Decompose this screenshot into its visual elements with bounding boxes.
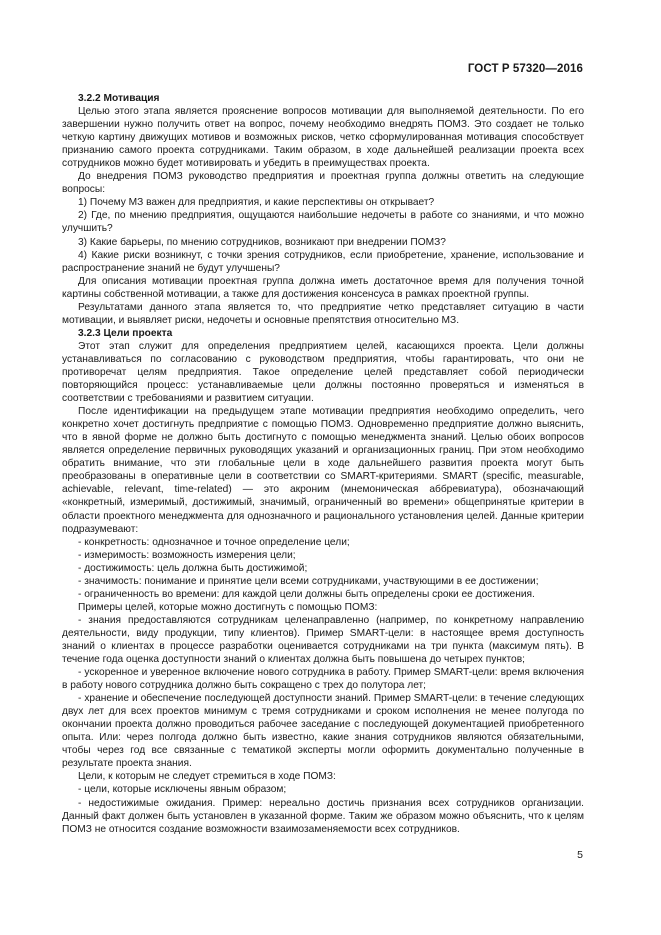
paragraph: До внедрения ПОМЗ руководство предприятия и проектная группа должны ответить на следующие вопросы: [62,171,584,196]
question-item: 3) Какие барьеры, по мнению сотрудников, возникают при внедрении ПОМЗ? [78,236,446,248]
paragraph: Результатами данного этапа является то, что предприятие четко представляет ситуацию в части мотивации, и выявляет риски, недочеты и основные препятствия относительно МЗ. [62,301,584,326]
standard-code: ГОСТ Р 57320—2016 [467,63,583,75]
section-heading-motivation: 3.2.2 Мотивация [78,93,160,104]
paragraph: После идентификации на предыдущем этапе мотивации предприятия необходимо определить, чего конкретно хочет достигнуть предприятие с помощью ПОМЗ. Одновременно предприятие должно выяснить, что в явной форме не должно быть достигнуто с помощью менеджмента знаний. Целью обоих вопросов является определение первичных руководящих указаний и организационных границ. При этом необходимо обратить внимание, что эти глобальные цели в ходе дальнейшего развития проекта могут быть преобразованы в оперативные цели в соответствии со SMART-критериями. SMART (specific, measurable, achievable, relevant, time-related) — это акроним (мнемоническая аббревиатура), обозначающий «конкретный, измеримый, достижимый, значимый, ограниченный во времени» общепринятые критерии в области проектного менеджмента для однозначного и рационального установления целей. Данные критерии подразумевают: [62,406,584,535]
question-item: 4) Какие риски возникнут, с точки зрения сотрудников, если приобретение, хранение, использование и распространение знаний не будут улучшены? [62,249,584,274]
paragraph: Примеры целей, которые можно достигнуть с помощью ПОМЗ: [78,601,378,613]
example-item: - знания предоставляются сотрудникам целенаправленно (например, по конкретному направлению деятельности, виду продукции, типу клиентов). Пример SMART-цели: в настоящее время доступность знаний о клиентах в процессе разработки оценивается сотрудниками на три пункта (максимум пять). В течение года оценка доступности знаний о клиентах должна быть повышена до четырех пунктов; [62,614,584,666]
paragraph: Цели, к которым не следует стремиться в ходе ПОМЗ: [78,771,336,783]
section-heading-goals: 3.2.3 Цели проекта [78,327,173,339]
paragraph: Этот этап служит для определения предприятием целей, касающихся проекта. Цели должны устанавливаться по согласованию с руководством предприятия, чтобы гарантировать, что они не противоречат целям предприятия. Такое определение целей представляет собой периодически повторяющийся процесс: устанавливаемые цели должны постоянно проверяться и изменяться в соответствии с требованиями и развитием ситуации. [62,340,584,405]
non-goal-item: - цели, которые исключены явным образом; [78,784,287,796]
criteria-item: - достижимость: цель должна быть достижимой; [78,562,308,574]
criteria-item: - ограниченность во времени: для каждой цели должны быть определены сроки ее достижения. [78,588,535,600]
example-item: - ускоренное и уверенное включение нового сотрудника в работу. Пример SMART-цели: время включения в работу нового сотрудника должно быть сокращено с трех до полутора лет; [62,667,584,692]
page-content [62,92,584,836]
non-goal-item: - недостижимые ожидания. Пример: нереально достичь признания всех сотрудников организации. Данный факт должен быть установлен в указанной форме. Таким же образом можно объяснить, что к целям ПОМЗ не относится создание возможности взаимозаменяемости всех сотрудников. [62,797,584,835]
paragraph: Целью этого этапа является прояснение вопросов мотивации для выполняемой деятельности. По его завершении нужно получить ответ на вопрос, почему необходимо внедрять ПОМЗ. Это создает не только четкую картину движущих мотивов и возможных рисков, четко сформулированная мотивация способствует признанию самого проекта сотрудниками. Таким образом, в ходе дальнейшей реализации проекта всех сотрудников можно будет мотивировать и убедить в преимуществах проекта. [62,106,584,170]
paragraph: Для описания мотивации проектная группа должна иметь достаточное время для получения точной картины собственной мотивации, а также для достижения консенсуса в рамках проектной группы. [62,275,584,300]
example-item: - хранение и обеспечение последующей доступности знаний. Пример SMART-цели: в течение следующих двух лет для всех проектов минимум с тремя сотрудниками и сроком исполнения не менее полугода по окончании проекта должно проводиться рабочее заседание с последующей документацией приобретенного опыта. Или: через полгода должно быть известно, какие знания сотрудников являются обязательными, чтобы через год все связанные с тематикой эксперты могли оформить документально полученные в результате проекта знания. [62,693,584,770]
question-item: 2) Где, по мнению предприятия, ощущаются наибольшие недочеты в работе со знаниями, и что можно улучшить? [62,210,584,235]
criteria-item: - измеримость: возможность измерения цели; [78,549,296,561]
page-number: 5 [577,849,583,861]
criteria-item: - конкретность: однозначное и точное определение цели; [78,536,350,548]
question-item: 1) Почему МЗ важен для предприятия, и какие перспективы он открывает? [78,197,435,209]
criteria-item: - значимость: понимание и принятие цели всеми сотрудниками, участвующими в ее достижении; [78,575,539,587]
